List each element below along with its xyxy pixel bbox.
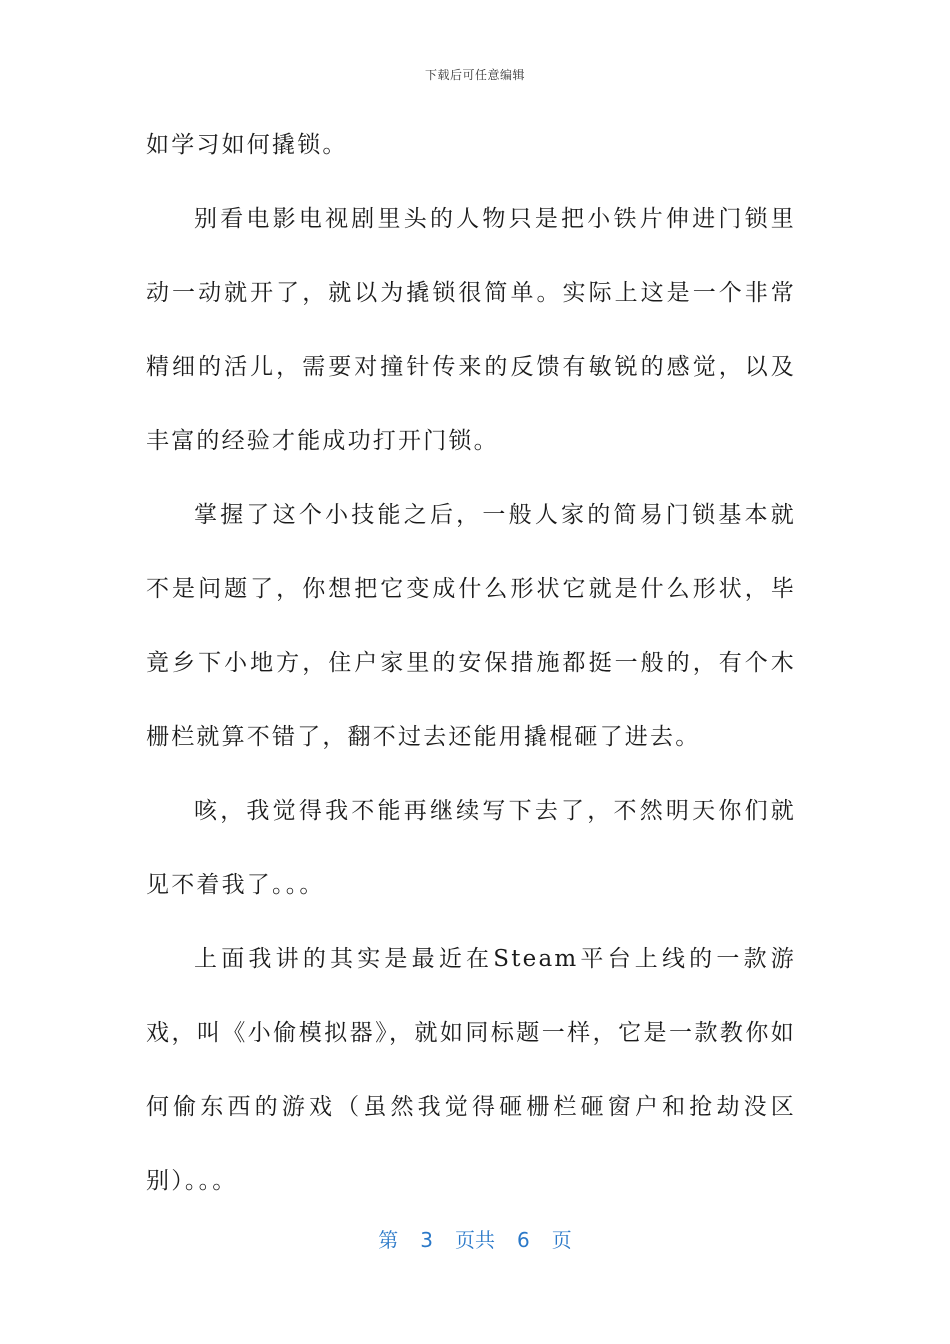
paragraph-2: 别看电影电视剧里头的人物只是把小铁片伸进门锁里动一动就开了，就以为撬锁很简单。实际上这是一个非常精细的活儿，需要对撞针传来的反馈有敏锐的感觉，以及丰富的经验才能成功打开门锁。 (146, 206, 796, 454)
header-note: 下载后可任意编辑 (424, 68, 525, 82)
footer-current-page: 3 (420, 1228, 433, 1252)
paragraph-5: 上面我讲的其实是最近在Steam平台上线的一款游戏，叫《小偷模拟器》，就如同标题一样，它是一款教你如何偷东西的游戏（虽然我觉得砸栅栏砸窗户和抢劫没区别）。。。 (146, 946, 796, 1194)
page-footer (0, 1224, 950, 1253)
footer-middle: 页共 (455, 1228, 495, 1252)
document-body (146, 108, 796, 1218)
paragraph-3: 掌握了这个小技能之后，一般人家的简易门锁基本就不是问题了，你想把它变成什么形状它就是什么形状，毕竟乡下小地方，住户家里的安保措施都挺一般的，有个木栅栏就算不错了，翻不过去还能用撬棍砸了进去。 (146, 502, 796, 750)
footer-suffix: 页 (551, 1228, 572, 1252)
paragraph-4: 咳，我觉得我不能再继续写下去了，不然明天你们就见不着我了。。。 (146, 798, 796, 898)
paragraph-1: 如学习如何撬锁。 (146, 132, 348, 158)
footer-prefix: 第 (378, 1228, 399, 1252)
footer-total-pages: 6 (517, 1228, 530, 1252)
